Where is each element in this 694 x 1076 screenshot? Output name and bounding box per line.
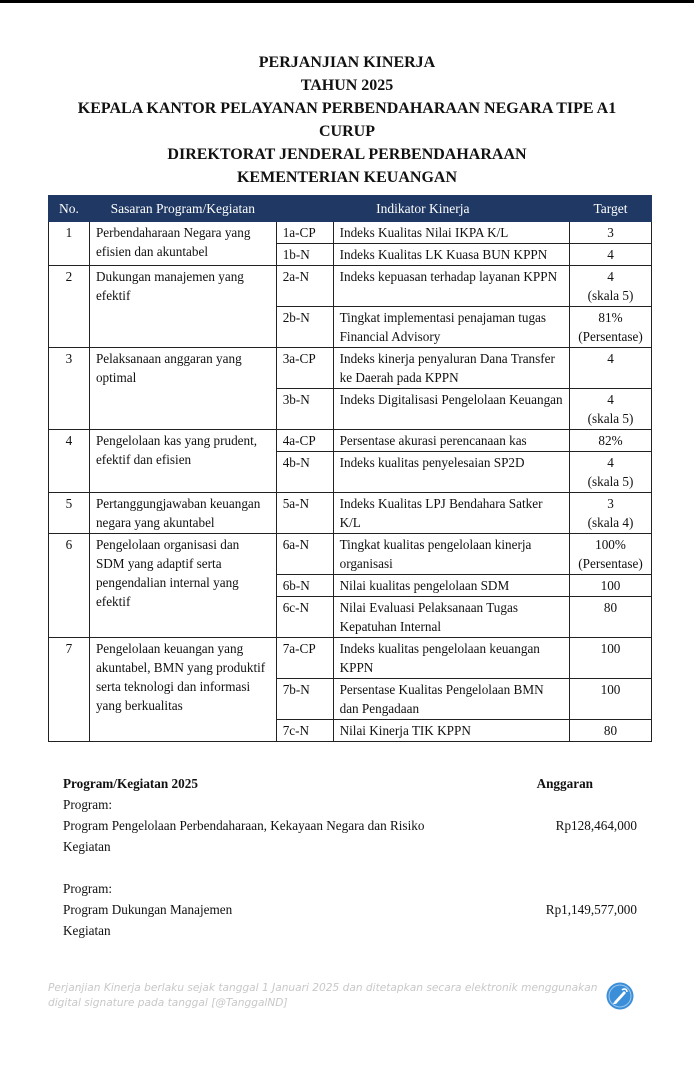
indikator-text: Tingkat implementasi penajaman tugas Financial Advisory	[333, 307, 569, 348]
table-row	[49, 493, 652, 534]
header-sasaran: Sasaran Program/Kegiatan	[89, 196, 276, 222]
target-scale: (skala 5)	[587, 474, 634, 489]
row-number: 6	[49, 534, 90, 638]
indikator-text: Indeks kualitas pengelolaan keuangan KPPN	[333, 638, 569, 679]
target-scale: (skala 5)	[587, 411, 634, 426]
indikator-text: Nilai Kinerja TIK KPPN	[333, 720, 569, 742]
document-title	[0, 51, 694, 189]
title-line-5: DIREKTORAT JENDERAL PERBENDAHARAAN	[167, 146, 527, 163]
table-row	[49, 638, 652, 679]
target-cell	[569, 638, 651, 679]
target-cell	[569, 720, 651, 742]
target-value: 4	[607, 351, 614, 366]
table-header-row	[49, 196, 652, 222]
header-indikator: Indikator Kinerja	[276, 196, 569, 222]
sasaran-cell: Dukungan manajemen yang efektif	[89, 266, 276, 348]
target-value: 80	[603, 723, 618, 738]
indikator-text: Persentase Kualitas Pengelolaan BMN dan Pengadaan	[333, 679, 569, 720]
indikator-text: Indeks Kualitas Nilai IKPA K/L	[333, 222, 569, 244]
indikator-text: Indeks kualitas penyelesaian SP2D	[333, 452, 569, 493]
indikator-code: 3b-N	[276, 389, 333, 430]
target-value: 100	[600, 641, 621, 656]
footer-line-1: Perjanjian Kinerja berlaku sejak tanggal 1 Januari 2025 dan ditetapkan secara elektronik menggunakan	[48, 982, 598, 994]
header-target: Target	[569, 196, 651, 222]
row-number: 7	[49, 638, 90, 742]
indikator-code: 5a-N	[276, 493, 333, 534]
signature-pen-icon	[606, 982, 634, 1010]
target-value: 4	[607, 247, 614, 262]
target-cell	[569, 575, 651, 597]
target-value: 4	[607, 269, 614, 284]
target-cell	[569, 244, 651, 266]
target-cell	[569, 534, 651, 575]
indikator-code: 7a-CP	[276, 638, 333, 679]
indikator-code: 2a-N	[276, 266, 333, 307]
indikator-code: 2b-N	[276, 307, 333, 348]
target-value: 80	[603, 600, 618, 615]
anggaran-header-label: Anggaran	[536, 776, 593, 791]
target-cell	[569, 348, 651, 389]
target-cell	[569, 679, 651, 720]
footer-line-2: digital signature pada tanggal [@TanggalND]	[48, 997, 288, 1009]
indikator-text: Indeks Kualitas LK Kuasa BUN KPPN	[333, 244, 569, 266]
target-cell	[569, 222, 651, 244]
indikator-code: 4b-N	[276, 452, 333, 493]
program-1-row	[63, 815, 643, 836]
target-value: 100	[600, 682, 621, 697]
table-row	[49, 348, 652, 389]
program-1-label: Program:	[63, 797, 113, 812]
title-line-3: KEPALA KANTOR PELAYANAN PERBENDAHARAAN NEGARA TIPE A1	[77, 100, 617, 117]
indikator-text: Nilai Evaluasi Pelaksanaan Tugas Kepatuhan Internal	[333, 597, 569, 638]
program-header-label: Program/Kegiatan 2025	[63, 776, 198, 791]
program-2-amount: Rp1,149,577,000	[545, 902, 637, 917]
program-2-kegiatan: Kegiatan	[63, 923, 111, 938]
indikator-text: Indeks kinerja penyaluran Dana Transfer ke Daerah pada KPPN	[333, 348, 569, 389]
row-number: 4	[49, 430, 90, 493]
target-scale: (skala 4)	[587, 515, 634, 530]
spacer	[63, 857, 643, 878]
kinerja-table	[48, 195, 652, 742]
target-cell	[569, 430, 651, 452]
indikator-code: 7b-N	[276, 679, 333, 720]
footer-note	[48, 981, 608, 1011]
top-border	[0, 0, 694, 3]
target-value: 3	[607, 225, 614, 240]
target-scale: (Persentase)	[578, 556, 643, 571]
indikator-code: 1a-CP	[276, 222, 333, 244]
target-value: 4	[607, 392, 614, 407]
sasaran-cell: Pengelolaan organisasi dan SDM yang adaptif serta pengendalian internal yang efektif	[89, 534, 276, 638]
table-row	[49, 430, 652, 452]
title-line-1: PERJANJIAN KINERJA	[258, 54, 436, 71]
table-row	[49, 222, 652, 244]
table-body	[49, 222, 652, 742]
target-scale: (skala 5)	[587, 288, 634, 303]
indikator-code: 6b-N	[276, 575, 333, 597]
row-number: 3	[49, 348, 90, 430]
row-number: 2	[49, 266, 90, 348]
program-1-name: Program Pengelolaan Perbendaharaan, Kekayaan Negara dan Risiko	[63, 818, 425, 833]
indikator-text: Indeks Kualitas LPJ Bendahara Satker K/L	[333, 493, 569, 534]
indikator-code: 6a-N	[276, 534, 333, 575]
sasaran-cell: Pelaksanaan anggaran yang optimal	[89, 348, 276, 430]
program-1-amount: Rp128,464,000	[555, 818, 637, 833]
target-cell	[569, 597, 651, 638]
indikator-code: 6c-N	[276, 597, 333, 638]
target-cell	[569, 493, 651, 534]
indikator-text: Persentase akurasi perencanaan kas	[333, 430, 569, 452]
row-number: 5	[49, 493, 90, 534]
target-cell	[569, 452, 651, 493]
row-number: 1	[49, 222, 90, 266]
program-2-row	[63, 899, 643, 920]
indikator-text: Tingkat kualitas pengelolaan kinerja organisasi	[333, 534, 569, 575]
target-value: 100%	[595, 537, 626, 552]
sasaran-cell: Perbendaharaan Negara yang efisien dan akuntabel	[89, 222, 276, 266]
indikator-text: Nilai kualitas pengelolaan SDM	[333, 575, 569, 597]
indikator-code: 7c-N	[276, 720, 333, 742]
target-value: 3	[607, 496, 614, 511]
title-line-2: TAHUN 2025	[300, 77, 394, 94]
indikator-text: Indeks kepuasan terhadap layanan KPPN	[333, 266, 569, 307]
target-value: 82%	[598, 433, 623, 448]
indikator-code: 4a-CP	[276, 430, 333, 452]
table-row	[49, 266, 652, 307]
program-header-row	[63, 773, 643, 794]
target-cell	[569, 266, 651, 307]
sasaran-cell: Pengelolaan kas yang prudent, efektif dan efisien	[89, 430, 276, 493]
indikator-text: Indeks Digitalisasi Pengelolaan Keuangan	[333, 389, 569, 430]
title-line-4: CURUP	[319, 123, 375, 140]
indikator-code: 3a-CP	[276, 348, 333, 389]
program-1-kegiatan: Kegiatan	[63, 839, 111, 854]
program-section	[63, 773, 643, 941]
target-scale: (Persentase)	[578, 329, 643, 344]
target-cell	[569, 307, 651, 348]
target-cell	[569, 389, 651, 430]
header-no: No.	[49, 196, 90, 222]
indikator-code: 1b-N	[276, 244, 333, 266]
target-value: 4	[607, 455, 614, 470]
program-2-label: Program:	[63, 881, 113, 896]
program-2-name: Program Dukungan Manajemen	[63, 902, 233, 917]
sasaran-cell: Pertanggungjawaban keuangan negara yang akuntabel	[89, 493, 276, 534]
table-row	[49, 534, 652, 575]
target-value: 81%	[598, 310, 623, 325]
title-line-6: KEMENTERIAN KEUANGAN	[236, 169, 457, 186]
sasaran-cell: Pengelolaan keuangan yang akuntabel, BMN yang produktif serta teknologi dan informasi yang berkualitas	[89, 638, 276, 742]
target-value: 100	[600, 578, 621, 593]
